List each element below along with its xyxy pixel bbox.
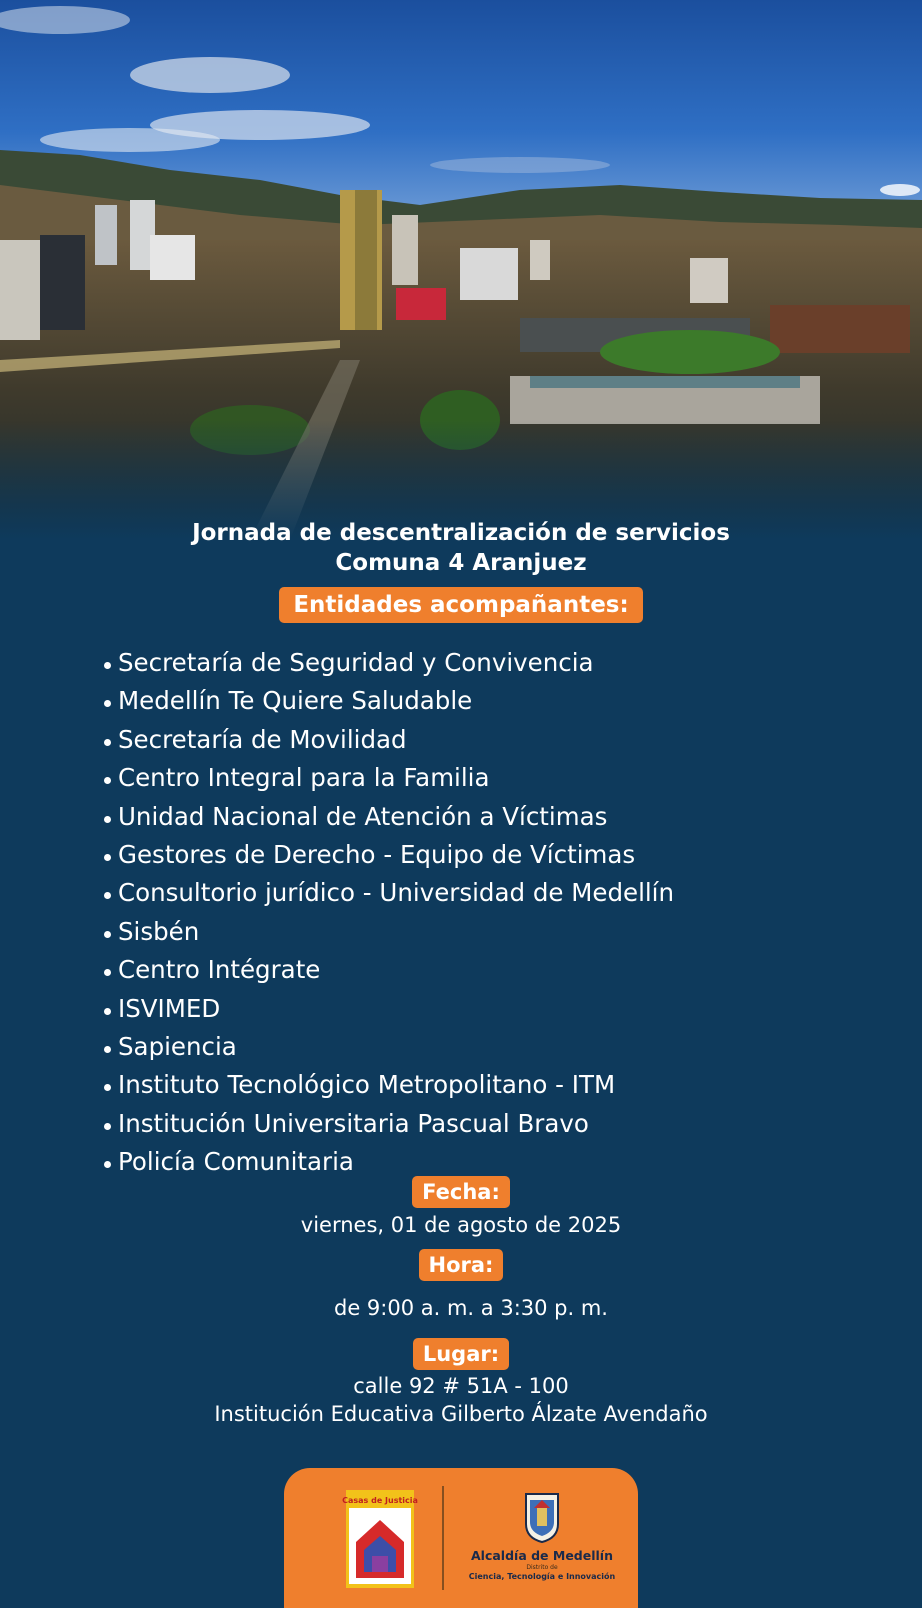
place-label-badge: Lugar: xyxy=(413,1338,509,1370)
list-item: ISVIMED xyxy=(104,996,864,1034)
headline-line-1: Jornada de descentralización de servicios xyxy=(192,520,730,546)
entities-label-wrap xyxy=(0,587,922,623)
list-item: Institución Universitaria Pascual Bravo xyxy=(104,1111,864,1149)
time-label-wrap xyxy=(0,1249,922,1281)
list-item: Unidad Nacional de Atención a Víctimas xyxy=(104,804,864,842)
place-label-wrap xyxy=(0,1338,922,1370)
headline-line-2: Comuna 4 Aranjuez xyxy=(335,550,587,576)
list-item: Instituto Tecnológico Metropolitano - ITM xyxy=(104,1072,864,1110)
medellin-crest-icon xyxy=(522,1490,562,1544)
list-item: Medellín Te Quiere Saludable xyxy=(104,688,864,726)
list-item: Sisbén xyxy=(104,919,864,957)
list-item: Secretaría de Movilidad xyxy=(104,727,864,765)
list-item: Centro Intégrate xyxy=(104,957,864,995)
time-label-badge: Hora: xyxy=(419,1249,504,1281)
footer-logos xyxy=(284,1468,638,1608)
alcaldia-medellin-logo xyxy=(454,1490,630,1582)
time-value: de 9:00 a. m. a 3:30 p. m. xyxy=(334,1296,608,1320)
footer-divider xyxy=(442,1486,444,1590)
place-name: Institución Educativa Gilberto Álzate Avendaño xyxy=(214,1402,708,1426)
list-item: Secretaría de Seguridad y Convivencia xyxy=(104,650,864,688)
entities-list xyxy=(104,650,864,1187)
casas-de-justicia-logo xyxy=(342,1490,418,1588)
date-value: viernes, 01 de agosto de 2025 xyxy=(300,1213,622,1237)
date-label-wrap xyxy=(0,1176,922,1208)
list-item: Sapiencia xyxy=(104,1034,864,1072)
event-headline xyxy=(0,518,922,578)
casas-logo-text: Casas de Justicia xyxy=(342,1496,418,1505)
hero-city-image xyxy=(0,0,922,540)
date-label-badge: Fecha: xyxy=(412,1176,510,1208)
list-item: Consultorio jurídico - Universidad de Medellín xyxy=(104,880,864,918)
list-item: Gestores de Derecho - Equipo de Víctimas xyxy=(104,842,864,880)
list-item: Centro Integral para la Familia xyxy=(104,765,864,803)
entities-label-badge: Entidades acompañantes: xyxy=(279,587,642,623)
list-item: Policía Comunitaria xyxy=(104,1149,864,1187)
city-panorama-illustration xyxy=(0,0,922,540)
alcaldia-secretaria: Ciencia, Tecnología e Innovación xyxy=(468,1572,616,1581)
alcaldia-distrito: Distrito de xyxy=(526,1564,558,1571)
place-address: calle 92 # 51A - 100 xyxy=(353,1374,569,1398)
alcaldia-name: Alcaldía de Medellín xyxy=(471,1548,613,1563)
